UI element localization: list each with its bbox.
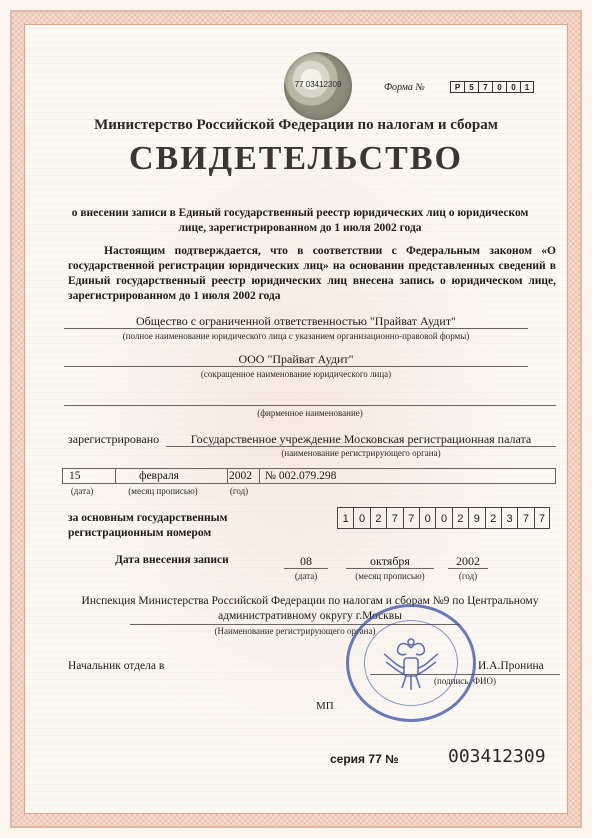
ogrn-digit: 7: [386, 507, 402, 529]
ogrn-number-boxes: [337, 507, 550, 529]
form-code-cell: 0: [492, 81, 506, 93]
form-code-cell: 0: [506, 81, 520, 93]
entry-year: 2002: [456, 554, 480, 568]
ogrn-label-line: за основным государственным: [68, 512, 228, 524]
ogrn-digit: 2: [370, 507, 386, 529]
entry-date-label: Дата внесения записи: [115, 554, 229, 566]
document-subtitle: о внесении записи в Единый государственный реестр юридических лиц о юридическом лице, зарегистрированном до 1 июля 2002 года: [71, 207, 529, 234]
full-name-line: [64, 328, 528, 329]
seal-place-label: МП: [316, 700, 334, 712]
short-name-caption: (сокращенное наименование юридического лица): [200, 369, 392, 379]
registration-authority: Государственное учреждение Московская регистрационная палата: [190, 432, 532, 446]
ogrn-digit: 2: [452, 507, 468, 529]
ogrn-digit: 7: [403, 507, 419, 529]
confirmation-paragraph: Настоящим подтверждается, что в соответствии с Федеральным законом «О государственной регистрации юридических лиц» на основании представленных сведений в Единый государственный реестр юридических лиц внесена запись о юридическом лице, зарегистрированном до 1 июля 2002 года: [68, 245, 556, 302]
entry-year-line: [448, 568, 488, 569]
entry-year-caption: (год): [458, 571, 478, 581]
registration-year: 2002: [229, 470, 252, 482]
inspection-authority: [60, 594, 560, 624]
document-title: СВИДЕТЕЛЬСТВО: [129, 140, 463, 177]
form-code-boxes: [450, 81, 534, 93]
chief-label: Начальник отдела в: [68, 660, 165, 672]
entry-month-line: [346, 568, 434, 569]
brand-name-caption: (фирменное наименование): [257, 408, 363, 418]
registration-authority-line: [166, 446, 556, 447]
date-separator: [227, 469, 228, 483]
entry-day: 08: [300, 554, 312, 568]
ogrn-digit: 3: [501, 507, 517, 529]
ogrn-label-line: регистрационным номером: [68, 527, 212, 539]
inspection-line: административному округу г.Москвы: [218, 610, 402, 622]
form-code-cell: Р: [450, 81, 464, 93]
full-name-caption: (полное наименование юридического лица с указанием организационно-правовой формы): [122, 331, 470, 341]
inspection-caption: (Наименование регистрирующего органа): [214, 626, 376, 636]
entry-day-line: [284, 568, 328, 569]
form-code-cell: 7: [478, 81, 492, 93]
registration-date-row: [62, 468, 556, 484]
ogrn-digit: 7: [517, 507, 533, 529]
double-headed-eagle-icon: [376, 628, 446, 698]
ogrn-label: [68, 511, 227, 541]
ministry-heading: Министерство Российской Федерации по налогам и сборам: [94, 117, 498, 133]
date-separator: [115, 469, 116, 483]
inspection-line: Инспекция Министерства Российской Федерации по налогам и сборам №9 по Центральному: [81, 595, 539, 607]
ogrn-digit: 7: [534, 507, 550, 529]
ogrn-digit: 0: [353, 507, 369, 529]
series-label: серия 77 №: [330, 752, 399, 766]
registered-label: зарегистрировано: [68, 432, 160, 446]
short-name-line: [64, 366, 528, 367]
registration-month: февраля: [139, 470, 179, 482]
entry-month-caption: (месяц прописью): [355, 571, 425, 581]
form-code-cell: 5: [464, 81, 478, 93]
signature-caption: (подпись, ФИО): [434, 676, 496, 686]
registration-month-caption: (месяц прописью): [128, 486, 198, 496]
ogrn-digit: 1: [337, 507, 353, 529]
registration-day-caption: (дата): [70, 486, 94, 496]
registration-year-caption: (год): [229, 486, 249, 496]
short-name-value: ООО "Прайват Аудит": [238, 352, 354, 366]
entry-day-caption: (дата): [294, 571, 318, 581]
brand-name-line: [64, 405, 556, 406]
entry-month: октября: [370, 554, 410, 568]
registration-authority-caption: (наименование регистрирующего органа): [281, 448, 441, 458]
ogrn-digit: 0: [435, 507, 451, 529]
full-name-value: Общество с ограниченной ответственностью "Прайват Аудит": [136, 314, 456, 328]
ogrn-digit: 2: [485, 507, 501, 529]
hologram-number: 77 03412309: [294, 80, 342, 89]
signer-name: И.А.Пронина: [478, 660, 544, 672]
ogrn-digit: 0: [419, 507, 435, 529]
registration-day: 15: [69, 470, 81, 482]
date-separator: [259, 469, 260, 483]
form-label: Форма №: [384, 82, 425, 93]
ogrn-digit: 9: [468, 507, 484, 529]
series-number: 003412309: [448, 746, 546, 767]
registration-number: № 002.079.298: [265, 470, 337, 482]
form-code-cell: 1: [520, 81, 534, 93]
